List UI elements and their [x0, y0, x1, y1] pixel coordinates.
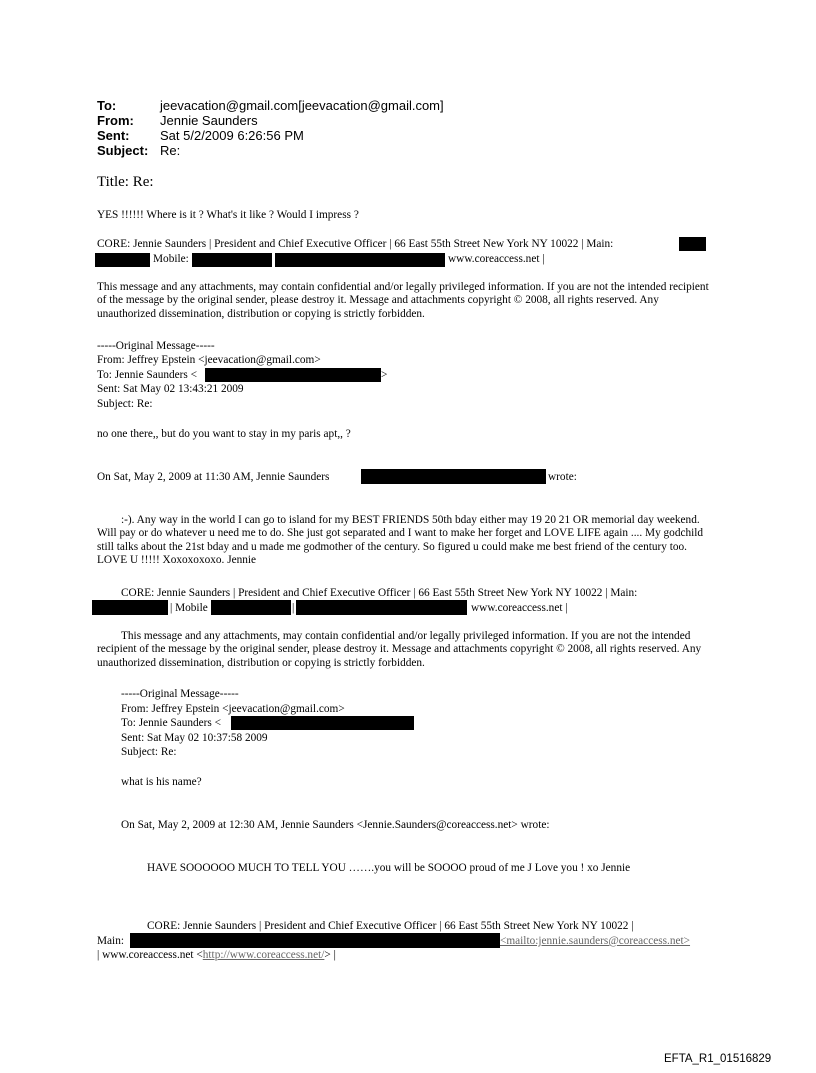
website-link[interactable]: http://www.coreaccess.net/	[202, 949, 325, 961]
redaction-bar	[92, 600, 168, 615]
to-value: jeevacation@gmail.com[jeevacation@gmail.com]	[160, 98, 444, 113]
original-to-suffix: >	[381, 369, 388, 381]
message-divider: -----Original Message-----	[97, 340, 215, 352]
from-value: Jennie Saunders	[160, 113, 258, 128]
signature-mobile-label: Mobile:	[153, 253, 189, 265]
original-subject: Subject: Re:	[97, 398, 153, 410]
signature-web-suffix: > |	[324, 949, 336, 961]
quote-on-line: On Sat, May 2, 2009 at 11:30 AM, Jennie Saunders	[97, 471, 330, 483]
disclaimer-text: This message and any attachments, may contain confidential and/or legally privileged information. If you are not the intended recipient of the message by the original sender, please destroy it. Message and attachments copyright © 2008, all rights reserved. Any unauthorized dissemination, distribution or copying is strictly forbidden.	[97, 281, 709, 320]
original-subject: Subject: Re:	[121, 746, 177, 758]
document-id: EFTA_R1_01516829	[664, 1053, 772, 1065]
original-from: From: Jeffrey Epstein <jeevacation@gmail.com>	[97, 354, 321, 366]
signature-website: www.coreaccess.net |	[448, 253, 545, 265]
signature-line: CORE: Jennie Saunders | President and Chief Executive Officer | 66 East 55th Street New York NY 10022 | Main:	[121, 587, 638, 599]
subject-value: Re:	[160, 143, 181, 158]
signature-website	[97, 949, 336, 962]
original-to: To: Jennie Saunders <	[97, 369, 198, 381]
original-message-text: no one there,, but do you want to stay in my paris apt,, ?	[97, 428, 351, 440]
from-label: From:	[97, 113, 134, 128]
redaction-bar	[130, 933, 500, 948]
signature-pipe: |	[292, 602, 295, 614]
signature-line: CORE: Jennie Saunders | President and Chief Executive Officer | 66 East 55th Street New York NY 10022 | Main:	[97, 238, 614, 250]
redaction-bar	[231, 716, 414, 730]
redaction-bar	[192, 253, 272, 267]
quote-on-line: On Sat, May 2, 2009 at 12:30 AM, Jennie Saunders <Jennie.Saunders@coreaccess.net> wrote:	[121, 819, 550, 831]
signature-mobile-label: | Mobile	[170, 602, 208, 614]
original-message-text: what is his name?	[121, 776, 202, 788]
to-label: To:	[97, 98, 117, 113]
message-divider: -----Original Message-----	[121, 688, 239, 700]
disclaimer-text: This message and any attachments, may contain confidential and/or legally privileged information. If you are not the intended recipient of the message by the original sender, please destroy it. Message and attachments copyright © 2008, all rights reserved. Any unauthorized dissemination, distribution or copying is strictly forbidden.	[97, 630, 702, 669]
quote-wrote: wrote:	[548, 471, 577, 483]
sent-value: Sat 5/2/2009 6:26:56 PM	[160, 128, 304, 143]
quoted-message-text: :-). Any way in the world I can go to island for my BEST FRIENDS 50th bday either may 19 20 21 OR memorial day weekend. Will pay or do whatever u need me to do. She just got separated and I want to make her forget and LOVE LIFE again .... My godchild still talks about the 21st bday and u made me godmother of the century. So figured u could make me best friend of the century too. LOVE U !!!!! Xoxoxoxoxo. Jennie	[97, 514, 704, 567]
signature-website: www.coreaccess.net |	[471, 602, 568, 614]
reply-text: YES !!!!!! Where is it ? What's it like ? Would I impress ?	[97, 209, 359, 221]
document-title: Title: Re:	[97, 174, 154, 190]
original-from: From: Jeffrey Epstein <jeevacation@gmail.com>	[121, 703, 345, 715]
redaction-bar	[95, 253, 150, 267]
redaction-bar	[296, 600, 467, 615]
sent-label: Sent:	[97, 128, 130, 143]
original-to: To: Jennie Saunders <	[121, 717, 222, 729]
subject-label: Subject:	[97, 143, 149, 158]
quoted-message-text: HAVE SOOOOOO MUCH TO TELL YOU …….you will be SOOOO proud of me J Love you ! xo Jennie	[147, 862, 631, 874]
original-sent: Sent: Sat May 02 10:37:58 2009	[121, 732, 268, 744]
redaction-bar	[361, 469, 546, 484]
mailto-link[interactable]: <mailto:jennie.saunders@coreaccess.net>	[500, 935, 691, 947]
redaction-bar	[679, 237, 706, 251]
signature-web-prefix: | www.coreaccess.net <	[97, 949, 203, 961]
signature-line: CORE: Jennie Saunders | President and Chief Executive Officer | 66 East 55th Street New York NY 10022 |	[147, 920, 634, 932]
redaction-bar	[211, 600, 291, 615]
redaction-bar	[205, 368, 381, 382]
signature-main-label: Main:	[97, 935, 124, 947]
redaction-bar	[275, 253, 445, 267]
original-sent: Sent: Sat May 02 13:43:21 2009	[97, 383, 244, 395]
